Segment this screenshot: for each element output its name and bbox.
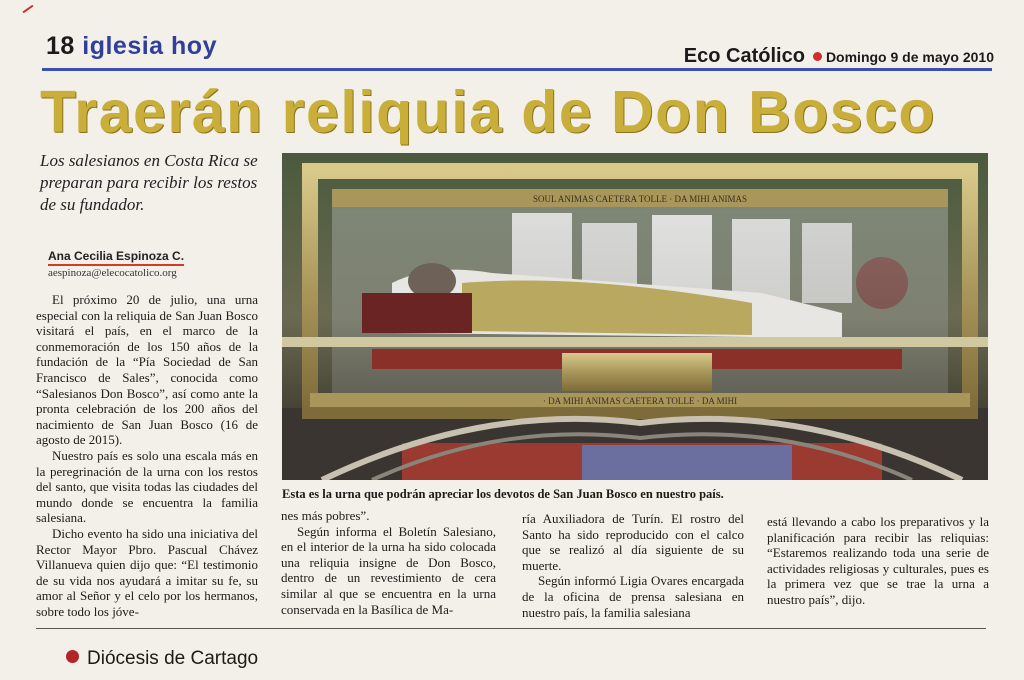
bullet-dot-icon <box>66 650 79 663</box>
paragraph: está llevando a cabo los preparativos y la planificación para recibir las reliquias: “Estaremos realizando toda una serie de actividades religiosas y culturales, pues es la primera vez que se trae la urna a nuestro país”, dijo. <box>767 514 989 607</box>
paragraph: Según informó Ligia Ovares encargada de la oficina de prensa salesiana en nuestro país, la familia salesiana <box>522 573 744 620</box>
article-headline: Traerán reliquia de Don Bosco <box>40 79 936 145</box>
paragraph: nes más pobres”. <box>281 508 370 523</box>
urn-inscription-top: SOUL ANIMAS CAETERA TOLLE · DA MIHI ANIMAS <box>532 194 748 204</box>
issue-date: Domingo 9 de mayo 2010 <box>825 49 994 65</box>
next-section-footer <box>66 648 258 670</box>
section-title: iglesia hoy <box>82 32 217 60</box>
corner-mark <box>23 5 34 14</box>
paragraph: Según informa el Boletín Salesiano, en el interior de la urna ha sido colocada una reliquia insigne de Don Bosco, dentro de un revestimiento de cera similar al que se encuentra en la urna conservada en la Basílica de Ma- <box>281 523 496 617</box>
author-email: aespinoza@elecocatolico.org <box>48 267 177 279</box>
photo-caption: Esta es la urna que podrán apreciar los devotos de San Juan Bosco en nuestro país. <box>282 487 724 501</box>
paragraph: Nuestro país es solo una escala más en la peregrinación de la urna con los restos del santo, que visita todas las ciudades del mundo donde se encuentra la familia salesiana. <box>36 447 258 526</box>
footer-rule <box>36 628 986 629</box>
page-header-left <box>46 32 217 61</box>
article-author: Ana Cecilia Espinoza C. <box>48 249 184 266</box>
header-rule <box>42 68 992 71</box>
next-section-title: Diócesis de Cartago <box>87 648 259 669</box>
urn-inscription-bottom: · DA MIHI ANIMAS CAETERA TOLLE · DA MIHI <box>542 396 738 406</box>
publication-name: Eco Católico <box>683 45 805 67</box>
article-subhead: Los salesianos en Costa Rica se preparan para recibir los restos de su fundador. <box>40 151 258 214</box>
paragraph: ría Auxiliadora de Turín. El rostro del Santo ha sido reproducido con el calco que se realizó al día siguiente de su muerte. <box>522 511 744 573</box>
bullet-dot-icon <box>813 52 822 61</box>
article-column-3 <box>522 511 744 620</box>
article-column-4 <box>767 514 989 608</box>
paragraph: El próximo 20 de julio, una urna especial con la reliquia de San Juan Bosco visitará el país, en el marco de la conmemoración de los 150 años de la fundación de la “Pía Sociedad de San Francisco de Sales”, conocida como “Salesianos Don Bosco”, así como ante la pronta celebración de los 200 años del nacimiento de San Juan Bosco (16 de agosto de 2015). <box>36 292 258 448</box>
article-photo <box>282 153 988 480</box>
page-header-right <box>684 45 994 68</box>
page-number: 18 <box>46 32 75 60</box>
reliquary-urn-illustration <box>282 153 988 480</box>
article-column-1 <box>36 292 258 619</box>
article-column-2 <box>281 508 496 617</box>
paragraph: Dicho evento ha sido una iniciativa del Rector Mayor Pbro. Pascual Chávez Villanueva quien dijo que: “El testimonio de su vida nos ayudará a imitar su fe, su amor al Señor y el celo por los hermanos, sobre todo los jóve- <box>36 525 258 619</box>
